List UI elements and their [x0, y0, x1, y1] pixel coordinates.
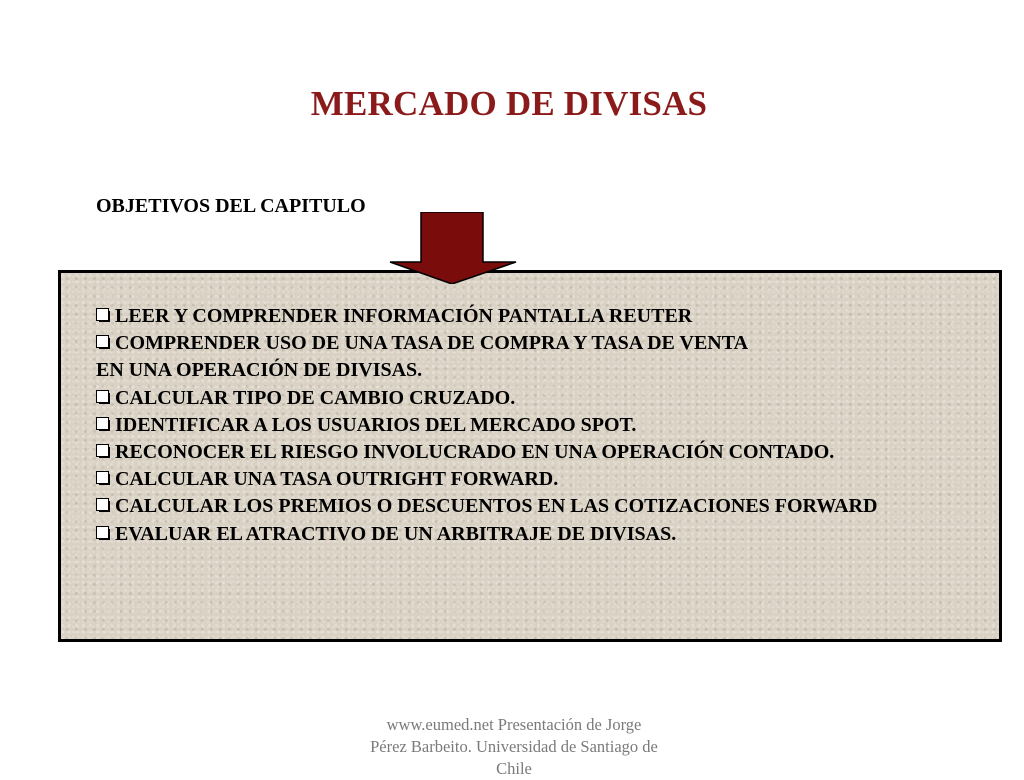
objective-text: RECONOCER EL RIESGO INVOLUCRADO EN UNA OPERACIÓN CONTADO. [115, 441, 835, 464]
objective-text: CALCULAR LOS PREMIOS O DESCUENTOS EN LAS COTIZACIONES FORWARD [115, 495, 878, 518]
footer-credit [354, 714, 674, 780]
chapter-objectives-heading: OBJETIVOS DEL CAPITULO [96, 195, 366, 217]
objective-text: CALCULAR UNA TASA OUTRIGHT FORWARD. [115, 468, 559, 491]
footer-line: Pérez Barbeito. Universidad de Santiago de [370, 737, 658, 756]
checkbox-bullet-icon [96, 498, 111, 513]
objective-text: COMPRENDER USO DE UNA TASA DE COMPRA Y TASA DE VENTA [115, 332, 749, 355]
objective-item [96, 521, 996, 548]
objective-text: CALCULAR TIPO DE CAMBIO CRUZADO. [115, 386, 516, 409]
objective-item [96, 493, 996, 520]
checkbox-bullet-icon [96, 417, 111, 432]
objective-item [96, 439, 996, 466]
objective-item-continuation [96, 357, 996, 384]
objective-item [96, 412, 996, 439]
objective-item [96, 330, 996, 357]
checkbox-bullet-icon [96, 308, 111, 323]
footer-line: Chile [496, 759, 532, 778]
checkbox-bullet-icon [96, 390, 111, 405]
objective-item [96, 303, 996, 330]
checkbox-bullet-icon [96, 335, 111, 350]
slide-title: MERCADO DE DIVISAS [310, 84, 708, 123]
checkbox-bullet-icon [96, 471, 111, 486]
checkbox-bullet-icon [96, 526, 111, 541]
objective-item [96, 466, 996, 493]
down-arrow-shape [390, 212, 516, 284]
down-arrow-icon [388, 212, 518, 284]
objective-item [96, 385, 996, 412]
checkbox-bullet-icon [96, 444, 111, 459]
footer-line: www.eumed.net Presentación de Jorge [386, 715, 642, 734]
objectives-list [96, 303, 996, 548]
objective-text: EN UNA OPERACIÓN DE DIVISAS. [96, 359, 423, 382]
objective-text: LEER Y COMPRENDER INFORMACIÓN PANTALLA REUTER [115, 305, 693, 327]
objective-text: EVALUAR EL ATRACTIVO DE UN ARBITRAJE DE DIVISAS. [115, 522, 677, 545]
objective-text: IDENTIFICAR A LOS USUARIOS DEL MERCADO SPOT. [115, 413, 637, 436]
